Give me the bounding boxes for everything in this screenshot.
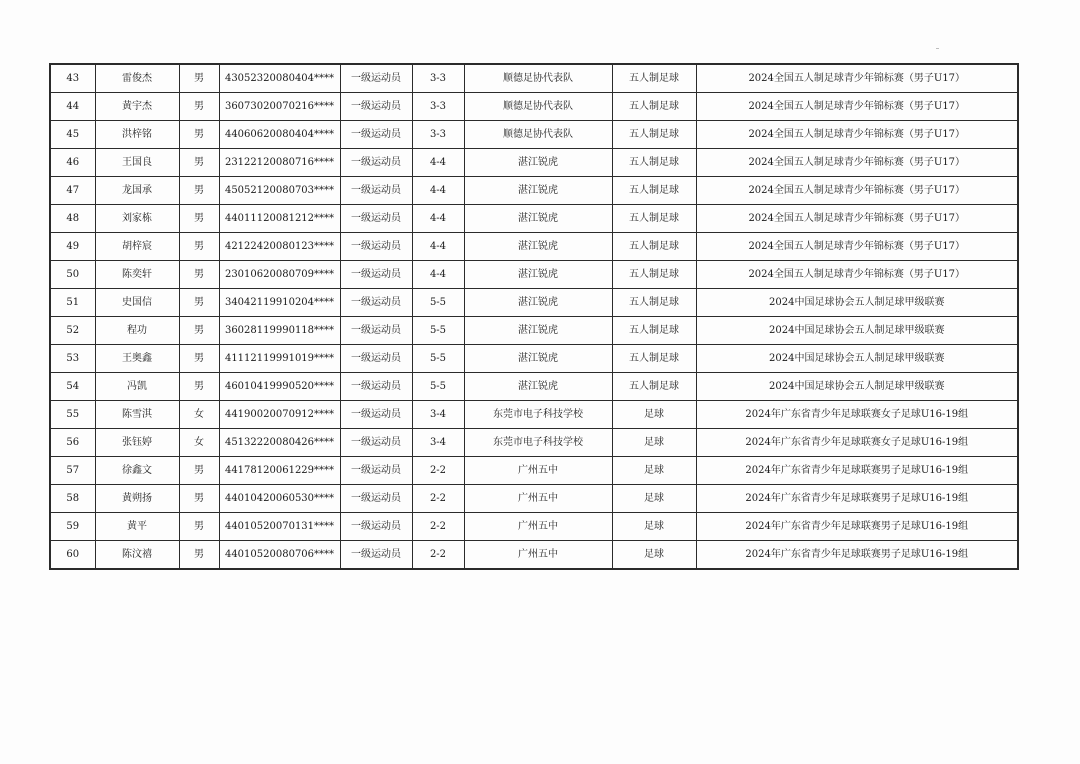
cell-level: 一级运动员 <box>340 457 412 485</box>
cell-level: 一级运动员 <box>340 149 412 177</box>
cell-name: 陈雪淇 <box>95 401 179 429</box>
cell-gender: 男 <box>179 64 219 93</box>
cell-competition: 2024中国足球协会五人制足球甲级联赛 <box>696 289 1018 317</box>
cell-sport: 足球 <box>612 513 696 541</box>
cell-gender: 男 <box>179 233 219 261</box>
cell-result: 2-2 <box>412 541 464 570</box>
cell-index: 59 <box>50 513 95 541</box>
cell-index: 57 <box>50 457 95 485</box>
cell-result: 4-4 <box>412 149 464 177</box>
cell-name: 徐鑫文 <box>95 457 179 485</box>
cell-gender: 男 <box>179 93 219 121</box>
cell-team: 湛江锐虎 <box>464 345 612 373</box>
cell-level: 一级运动员 <box>340 541 412 570</box>
cell-level: 一级运动员 <box>340 64 412 93</box>
cell-id-number: 45052120080703**** <box>219 177 340 205</box>
cell-result: 4-4 <box>412 205 464 233</box>
cell-index: 54 <box>50 373 95 401</box>
table-row <box>50 177 1018 205</box>
table-row <box>50 121 1018 149</box>
cell-competition: 2024年广东省青少年足球联赛男子足球U16-19组 <box>696 513 1018 541</box>
cell-gender: 女 <box>179 429 219 457</box>
cell-result: 3-3 <box>412 93 464 121</box>
cell-id-number: 36073020070216**** <box>219 93 340 121</box>
cell-id-number: 43052320080404**** <box>219 64 340 93</box>
cell-level: 一级运动员 <box>340 177 412 205</box>
cell-sport: 五人制足球 <box>612 93 696 121</box>
cell-name: 程功 <box>95 317 179 345</box>
cell-id-number: 44178120061229**** <box>219 457 340 485</box>
cell-competition: 2024全国五人制足球青少年锦标赛（男子U17） <box>696 93 1018 121</box>
cell-level: 一级运动员 <box>340 485 412 513</box>
cell-index: 43 <box>50 64 95 93</box>
cell-competition: 2024年广东省青少年足球联赛男子足球U16-19组 <box>696 541 1018 570</box>
cell-id-number: 44190020070912**** <box>219 401 340 429</box>
table-row <box>50 233 1018 261</box>
cell-team: 湛江锐虎 <box>464 177 612 205</box>
cell-level: 一级运动员 <box>340 401 412 429</box>
cell-name: 洪梓铭 <box>95 121 179 149</box>
cell-gender: 女 <box>179 401 219 429</box>
cell-name: 陈汶禧 <box>95 541 179 570</box>
cell-competition: 2024全国五人制足球青少年锦标赛（男子U17） <box>696 177 1018 205</box>
table-row <box>50 345 1018 373</box>
cell-competition: 2024年广东省青少年足球联赛女子足球U16-19组 <box>696 429 1018 457</box>
cell-result: 3-3 <box>412 121 464 149</box>
cell-team: 湛江锐虎 <box>464 205 612 233</box>
cell-level: 一级运动员 <box>340 345 412 373</box>
table-row <box>50 513 1018 541</box>
cell-competition: 2024年广东省青少年足球联赛女子足球U16-19组 <box>696 401 1018 429</box>
cell-index: 55 <box>50 401 95 429</box>
cell-id-number: 44010520070131**** <box>219 513 340 541</box>
cell-name: 胡梓宸 <box>95 233 179 261</box>
cell-gender: 男 <box>179 541 219 570</box>
cell-sport: 足球 <box>612 457 696 485</box>
cell-id-number: 46010419990520**** <box>219 373 340 401</box>
cell-competition: 2024全国五人制足球青少年锦标赛（男子U17） <box>696 121 1018 149</box>
cell-name: 黄平 <box>95 513 179 541</box>
cell-sport: 足球 <box>612 485 696 513</box>
cell-team: 顺德足协代表队 <box>464 64 612 93</box>
cell-name: 王国良 <box>95 149 179 177</box>
cell-level: 一级运动员 <box>340 317 412 345</box>
table-row <box>50 93 1018 121</box>
cell-name: 冯凯 <box>95 373 179 401</box>
cell-sport: 五人制足球 <box>612 233 696 261</box>
cell-sport: 足球 <box>612 401 696 429</box>
cell-result: 4-4 <box>412 233 464 261</box>
table-row <box>50 485 1018 513</box>
cell-level: 一级运动员 <box>340 513 412 541</box>
cell-competition: 2024中国足球协会五人制足球甲级联赛 <box>696 345 1018 373</box>
cell-result: 2-2 <box>412 485 464 513</box>
page-mark <box>936 48 939 49</box>
cell-id-number: 45132220080426**** <box>219 429 340 457</box>
cell-competition: 2024年广东省青少年足球联赛男子足球U16-19组 <box>696 485 1018 513</box>
cell-team: 湛江锐虎 <box>464 317 612 345</box>
table-row <box>50 149 1018 177</box>
cell-index: 56 <box>50 429 95 457</box>
cell-level: 一级运动员 <box>340 233 412 261</box>
cell-competition: 2024全国五人制足球青少年锦标赛（男子U17） <box>696 233 1018 261</box>
cell-sport: 足球 <box>612 541 696 570</box>
cell-team: 广州五中 <box>464 485 612 513</box>
athlete-roster-table <box>49 63 1019 570</box>
cell-level: 一级运动员 <box>340 261 412 289</box>
cell-team: 湛江锐虎 <box>464 149 612 177</box>
cell-team: 广州五中 <box>464 513 612 541</box>
cell-competition: 2024全国五人制足球青少年锦标赛（男子U17） <box>696 149 1018 177</box>
cell-result: 5-5 <box>412 317 464 345</box>
cell-team: 顺德足协代表队 <box>464 93 612 121</box>
cell-gender: 男 <box>179 121 219 149</box>
cell-name: 史国信 <box>95 289 179 317</box>
cell-team: 顺德足协代表队 <box>464 121 612 149</box>
cell-result: 3-4 <box>412 429 464 457</box>
cell-sport: 五人制足球 <box>612 121 696 149</box>
cell-index: 47 <box>50 177 95 205</box>
cell-result: 2-2 <box>412 457 464 485</box>
cell-team: 湛江锐虎 <box>464 233 612 261</box>
cell-gender: 男 <box>179 457 219 485</box>
cell-result: 3-3 <box>412 64 464 93</box>
cell-index: 45 <box>50 121 95 149</box>
cell-name: 王奥鑫 <box>95 345 179 373</box>
cell-name: 陈奕轩 <box>95 261 179 289</box>
cell-team: 湛江锐虎 <box>464 373 612 401</box>
cell-index: 46 <box>50 149 95 177</box>
cell-team: 广州五中 <box>464 457 612 485</box>
cell-sport: 五人制足球 <box>612 205 696 233</box>
cell-name: 雷俊杰 <box>95 64 179 93</box>
cell-index: 48 <box>50 205 95 233</box>
cell-name: 黄宇杰 <box>95 93 179 121</box>
cell-sport: 五人制足球 <box>612 289 696 317</box>
cell-gender: 男 <box>179 513 219 541</box>
cell-id-number: 44010520080706**** <box>219 541 340 570</box>
cell-result: 4-4 <box>412 177 464 205</box>
cell-gender: 男 <box>179 289 219 317</box>
cell-level: 一级运动员 <box>340 373 412 401</box>
table-row <box>50 205 1018 233</box>
cell-competition: 2024全国五人制足球青少年锦标赛（男子U17） <box>696 205 1018 233</box>
cell-gender: 男 <box>179 345 219 373</box>
cell-team: 湛江锐虎 <box>464 289 612 317</box>
cell-gender: 男 <box>179 177 219 205</box>
cell-name: 黄朔扬 <box>95 485 179 513</box>
table-row <box>50 317 1018 345</box>
cell-result: 4-4 <box>412 261 464 289</box>
table-row <box>50 401 1018 429</box>
table-row <box>50 261 1018 289</box>
cell-sport: 五人制足球 <box>612 177 696 205</box>
cell-index: 44 <box>50 93 95 121</box>
cell-level: 一级运动员 <box>340 121 412 149</box>
cell-gender: 男 <box>179 149 219 177</box>
cell-team: 东莞市电子科技学校 <box>464 401 612 429</box>
cell-id-number: 23122120080716**** <box>219 149 340 177</box>
cell-id-number: 34042119910204**** <box>219 289 340 317</box>
cell-team: 东莞市电子科技学校 <box>464 429 612 457</box>
table-row <box>50 541 1018 570</box>
cell-gender: 男 <box>179 205 219 233</box>
cell-competition: 2024中国足球协会五人制足球甲级联赛 <box>696 373 1018 401</box>
cell-index: 53 <box>50 345 95 373</box>
table-row <box>50 373 1018 401</box>
cell-gender: 男 <box>179 261 219 289</box>
cell-index: 51 <box>50 289 95 317</box>
cell-index: 49 <box>50 233 95 261</box>
cell-level: 一级运动员 <box>340 205 412 233</box>
cell-index: 52 <box>50 317 95 345</box>
cell-id-number: 44011120081212**** <box>219 205 340 233</box>
cell-name: 龙国承 <box>95 177 179 205</box>
cell-index: 58 <box>50 485 95 513</box>
cell-id-number: 23010620080709**** <box>219 261 340 289</box>
cell-id-number: 36028119990118**** <box>219 317 340 345</box>
cell-level: 一级运动员 <box>340 429 412 457</box>
table-row <box>50 289 1018 317</box>
cell-result: 5-5 <box>412 289 464 317</box>
cell-result: 2-2 <box>412 513 464 541</box>
cell-team: 湛江锐虎 <box>464 261 612 289</box>
cell-sport: 五人制足球 <box>612 64 696 93</box>
cell-gender: 男 <box>179 317 219 345</box>
cell-competition: 2024全国五人制足球青少年锦标赛（男子U17） <box>696 261 1018 289</box>
roster-body <box>50 64 1018 569</box>
cell-sport: 五人制足球 <box>612 373 696 401</box>
cell-sport: 五人制足球 <box>612 261 696 289</box>
table-row <box>50 457 1018 485</box>
cell-id-number: 41112119991019**** <box>219 345 340 373</box>
cell-competition: 2024中国足球协会五人制足球甲级联赛 <box>696 317 1018 345</box>
cell-result: 3-4 <box>412 401 464 429</box>
cell-level: 一级运动员 <box>340 93 412 121</box>
cell-index: 60 <box>50 541 95 570</box>
cell-result: 5-5 <box>412 345 464 373</box>
cell-sport: 五人制足球 <box>612 149 696 177</box>
cell-sport: 足球 <box>612 429 696 457</box>
cell-competition: 2024全国五人制足球青少年锦标赛（男子U17） <box>696 64 1018 93</box>
cell-sport: 五人制足球 <box>612 317 696 345</box>
cell-gender: 男 <box>179 373 219 401</box>
cell-competition: 2024年广东省青少年足球联赛男子足球U16-19组 <box>696 457 1018 485</box>
table-row <box>50 64 1018 93</box>
cell-team: 广州五中 <box>464 541 612 570</box>
table-row <box>50 429 1018 457</box>
cell-id-number: 44060620080404**** <box>219 121 340 149</box>
cell-sport: 五人制足球 <box>612 345 696 373</box>
cell-id-number: 44010420060530**** <box>219 485 340 513</box>
cell-result: 5-5 <box>412 373 464 401</box>
cell-level: 一级运动员 <box>340 289 412 317</box>
cell-index: 50 <box>50 261 95 289</box>
cell-name: 张钰婷 <box>95 429 179 457</box>
cell-gender: 男 <box>179 485 219 513</box>
cell-id-number: 42122420080123**** <box>219 233 340 261</box>
cell-name: 刘家栋 <box>95 205 179 233</box>
